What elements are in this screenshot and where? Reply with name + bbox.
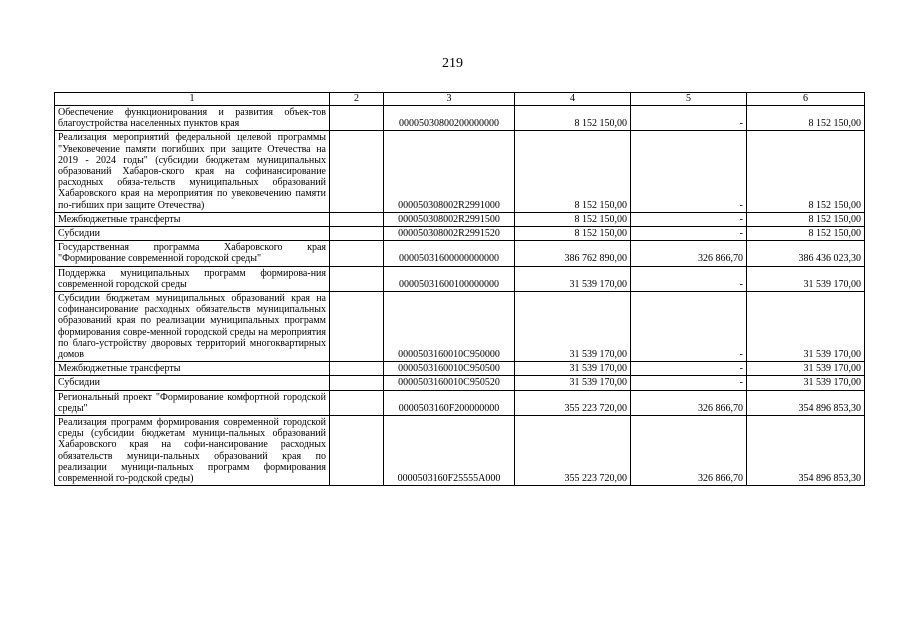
row-code-cell: 0000503160F200000000 [384,390,515,415]
row-name-cell: Межбюджетные трансферты [55,212,330,226]
table-row [55,292,865,362]
row-column2-cell [330,266,384,291]
row-value-col6: 386 436 023,30 [747,241,865,266]
row-value-col4: 386 762 890,00 [515,241,631,266]
row-code-cell: 000050308002R2991520 [384,227,515,241]
table-row [55,390,865,415]
row-value-col5: - [631,227,747,241]
row-value-col5: - [631,131,747,212]
row-value-col6: 31 539 170,00 [747,266,865,291]
row-value-col6: 31 539 170,00 [747,292,865,362]
table-row [55,227,865,241]
column-header: 1 [55,93,330,106]
row-value-col4: 31 539 170,00 [515,266,631,291]
row-name-cell: Субсидии бюджетам муниципальных образований края на софинансирование расходных обязательств муниципальных образований края по реализации муниципальных программ формирования совре-менной городской среды на мероприятия по благо-устройству дворовых территорий многоквартирных домов [55,292,330,362]
row-value-col6: 31 539 170,00 [747,376,865,390]
row-value-col4: 8 152 150,00 [515,131,631,212]
row-value-col4: 355 223 720,00 [515,416,631,486]
row-value-col4: 8 152 150,00 [515,227,631,241]
row-value-col5: - [631,266,747,291]
table-row [55,416,865,486]
row-column2-cell [330,292,384,362]
row-name-cell: Реализация программ формирования современной городской среды (субсидии бюджетам муници-пальных образований Хабаровского края на софи-нансирование расходных обязательств муници-пальных образований края по реализации муници-пальных программ формирования современной го-родской среды) [55,416,330,486]
row-value-col5: - [631,376,747,390]
row-value-col6: 8 152 150,00 [747,212,865,226]
row-name-cell: Государственная программа Хабаровского края "Формирование современной городской среды" [55,241,330,266]
row-value-col5: - [631,362,747,376]
row-code-cell: 000050308002R2991500 [384,212,515,226]
column-header: 3 [384,93,515,106]
row-code-cell: 0000503160F25555А000 [384,416,515,486]
table-row [55,212,865,226]
row-name-cell: Реализация мероприятий федеральной целевой программы "Увековечение памяти погибших при защите Отечества на 2019 - 2024 годы" (субсидии бюджетам муниципальных образований Хабаров-ского края на софинансирование расходных обяза-тельств муниципальных образований Хабаровского края на мероприятия по увековечению памяти по-гибших при защите Отечества) [55,131,330,212]
row-value-col6: 8 152 150,00 [747,106,865,131]
row-value-col5: - [631,212,747,226]
row-value-col4: 31 539 170,00 [515,292,631,362]
row-code-cell: 00005031600100000000 [384,266,515,291]
table-row [55,131,865,212]
row-value-col4: 31 539 170,00 [515,362,631,376]
row-name-cell: Обеспечение функционирования и развития объек-тов благоустройства населенных пунктов края [55,106,330,131]
row-name-cell: Региональный проект "Формирование комфортной городской среды" [55,390,330,415]
row-name-cell: Межбюджетные трансферты [55,362,330,376]
row-value-col5: 326 866,70 [631,416,747,486]
row-name-cell: Поддержка муниципальных программ формирова-ния современной городской среды [55,266,330,291]
table-row [55,241,865,266]
row-column2-cell [330,227,384,241]
row-column2-cell [330,241,384,266]
table-row [55,106,865,131]
row-code-cell: 000050308002R2991000 [384,131,515,212]
row-value-col5: - [631,292,747,362]
table-row [55,362,865,376]
row-column2-cell [330,131,384,212]
row-value-col5: - [631,106,747,131]
row-column2-cell [330,390,384,415]
row-code-cell: 0000503160010С950500 [384,362,515,376]
budget-table [54,92,865,486]
row-value-col5: 326 866,70 [631,241,747,266]
column-header: 4 [515,93,631,106]
page-number: 219 [442,56,463,71]
row-code-cell: 00005031600000000000 [384,241,515,266]
column-header: 5 [631,93,747,106]
row-value-col4: 8 152 150,00 [515,212,631,226]
row-column2-cell [330,212,384,226]
row-column2-cell [330,106,384,131]
table-row [55,266,865,291]
row-value-col6: 31 539 170,00 [747,362,865,376]
row-value-col6: 8 152 150,00 [747,131,865,212]
column-header: 2 [330,93,384,106]
row-code-cell: 0000503160010С950000 [384,292,515,362]
row-value-col4: 31 539 170,00 [515,376,631,390]
row-column2-cell [330,362,384,376]
row-code-cell: 00005030800200000000 [384,106,515,131]
row-value-col4: 8 152 150,00 [515,106,631,131]
column-header: 6 [747,93,865,106]
row-value-col6: 354 896 853,30 [747,390,865,415]
row-value-col6: 354 896 853,30 [747,416,865,486]
row-value-col4: 355 223 720,00 [515,390,631,415]
row-name-cell: Субсидии [55,376,330,390]
row-value-col5: 326 866,70 [631,390,747,415]
row-value-col6: 8 152 150,00 [747,227,865,241]
row-column2-cell [330,376,384,390]
header-row [55,93,865,106]
row-column2-cell [330,416,384,486]
row-name-cell: Субсидии [55,227,330,241]
row-code-cell: 0000503160010С950520 [384,376,515,390]
table-row [55,376,865,390]
